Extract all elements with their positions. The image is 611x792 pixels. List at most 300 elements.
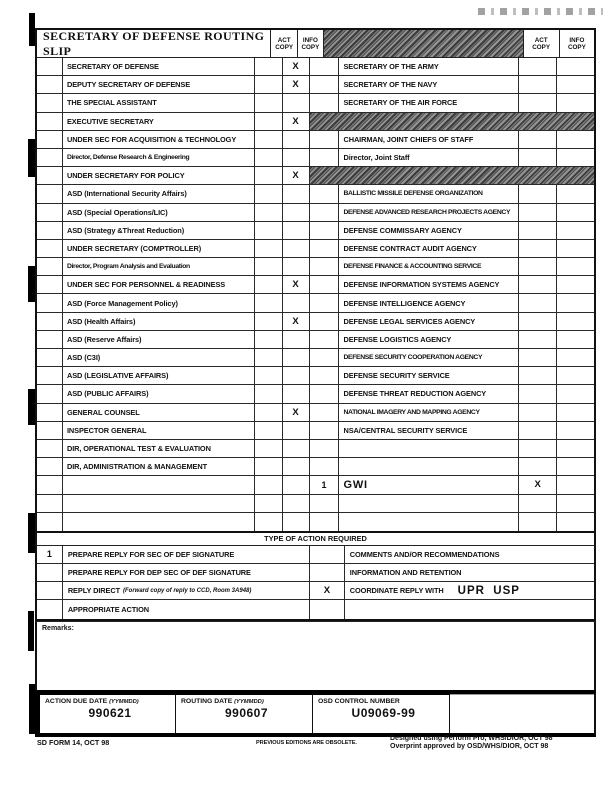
act-copy-cell[interactable] [519, 367, 557, 384]
office-label-cell [63, 276, 255, 293]
info-copy-cell[interactable] [283, 458, 310, 475]
info-copy-cell[interactable] [557, 94, 594, 111]
routing-date-value: 990607 [224, 705, 269, 720]
row-number-cell [37, 204, 63, 221]
row-number-cell [37, 167, 63, 184]
office-label-cell [63, 476, 255, 493]
act-copy-cell[interactable] [519, 294, 557, 311]
info-copy-cell[interactable] [283, 331, 310, 348]
act-copy-cell[interactable] [255, 440, 283, 457]
office-label: UNDER SECRETARY FOR POLICY [66, 171, 185, 181]
act-copy-cell[interactable] [255, 76, 283, 93]
row-number-cell [37, 94, 63, 111]
row-number-cell [37, 240, 63, 257]
info-copy-cell[interactable] [283, 294, 310, 311]
action-check-cell[interactable] [310, 564, 345, 581]
office-label-cell [63, 458, 255, 475]
scan-artifact [28, 266, 35, 302]
routing-row [37, 113, 594, 131]
office-label-cell [339, 240, 519, 257]
row-number-cell [37, 495, 63, 512]
action-label-cell [63, 582, 310, 599]
office-label-cell [63, 113, 255, 130]
info-copy-cell[interactable] [283, 94, 310, 111]
action-label-cell [345, 564, 594, 581]
office-label: ASD (Reserve Affairs) [66, 334, 142, 344]
act-copy-cell[interactable] [255, 276, 283, 293]
info-copy-cell[interactable] [283, 222, 310, 239]
info-copy-cell[interactable] [283, 240, 310, 257]
act-copy-cell[interactable] [519, 240, 557, 257]
info-copy-cell[interactable] [283, 149, 310, 166]
office-label: Director, Program Analysis and Evaluation [66, 263, 190, 271]
action-label-cell [63, 564, 310, 581]
info-copy-cell[interactable] [557, 276, 594, 293]
row-number-cell [310, 349, 340, 366]
routing-row [37, 204, 594, 222]
office-label: Director, Joint Staff [343, 153, 410, 163]
info-copy-cell[interactable] [557, 222, 594, 239]
info-copy-cell[interactable] [283, 349, 310, 366]
row-number-cell [37, 294, 63, 311]
office-label-cell [339, 276, 519, 293]
remarks-label: Remarks: [42, 624, 74, 632]
act-copy-header-line1: ACT [534, 36, 548, 44]
info-copy-cell[interactable]: X [283, 76, 310, 93]
row-number-cell [310, 76, 340, 93]
act-copy-cell[interactable] [255, 349, 283, 366]
office-label: NSA/CENTRAL SECURITY SERVICE [343, 425, 468, 435]
office-label: DEFENSE CONTRACT AUDIT AGENCY [343, 243, 477, 253]
act-copy-cell[interactable] [519, 258, 557, 275]
action-due-date-format-note: (YYMMDD) [109, 698, 139, 705]
info-copy-cell[interactable] [283, 185, 310, 202]
office-label: DEFENSE ADVANCED RESEARCH PROJECTS AGENCY [343, 208, 511, 216]
act-copy-cell[interactable] [255, 513, 283, 531]
routing-row [37, 367, 594, 385]
design-note-line2: Overprint approved by OSD/WHS/DIOR, OCT 98 [390, 742, 549, 750]
info-copy-header-line1: INFO [569, 36, 585, 44]
info-copy-cell[interactable] [283, 440, 310, 457]
row-number-cell [37, 385, 63, 402]
routing-row [37, 94, 594, 112]
scan-artifact [28, 389, 35, 425]
row-number-cell [310, 94, 340, 111]
office-label-cell [339, 294, 519, 311]
row-number-cell: 1 [310, 476, 340, 493]
act-copy-cell[interactable]: X [519, 476, 557, 493]
act-copy-cell[interactable] [519, 513, 557, 531]
action-number-cell[interactable] [37, 600, 63, 618]
office-label-cell [339, 513, 519, 531]
act-copy-cell[interactable] [255, 131, 283, 148]
act-copy-cell[interactable] [519, 385, 557, 402]
action-label: APPROPRIATE ACTION [67, 605, 149, 615]
office-label-cell [63, 404, 255, 421]
routing-row [37, 495, 594, 513]
routing-date-label: ROUTING DATE [181, 697, 233, 705]
action-label-note: (Forward copy of reply to CCD, Room 3A948) [123, 587, 252, 594]
act-copy-cell[interactable] [519, 58, 557, 75]
row-number-cell [310, 222, 340, 239]
office-label: ASD (C3I) [66, 353, 101, 363]
routing-row [37, 349, 594, 367]
act-copy-cell[interactable] [255, 367, 283, 384]
row-number-cell [310, 495, 340, 512]
info-copy-cell[interactable] [557, 495, 594, 512]
info-copy-cell[interactable] [557, 294, 594, 311]
act-copy-cell[interactable] [255, 495, 283, 512]
row-number-cell [310, 422, 340, 439]
design-note [390, 735, 553, 751]
action-number-cell[interactable] [37, 564, 63, 581]
info-copy-cell[interactable] [557, 513, 594, 531]
office-label: DEFENSE SECURITY SERVICE [343, 371, 450, 381]
row-number-cell [310, 204, 340, 221]
act-copy-cell[interactable] [255, 331, 283, 348]
row-number-cell [37, 276, 63, 293]
row-number-cell [37, 331, 63, 348]
office-label: THE SPECIAL ASSISTANT [66, 98, 157, 108]
routing-row [37, 185, 594, 203]
office-label: DEFENSE FINANCE & ACCOUNTING SERVICE [343, 263, 482, 271]
routing-row [37, 476, 594, 494]
action-due-date-value: 990621 [88, 705, 132, 720]
info-copy-cell[interactable] [557, 185, 594, 202]
act-copy-cell[interactable] [519, 331, 557, 348]
row-number-cell [310, 131, 340, 148]
type-of-action-table [35, 546, 596, 621]
info-copy-cell[interactable] [557, 422, 594, 439]
info-copy-cell[interactable] [557, 476, 594, 493]
row-number-cell [37, 113, 63, 130]
office-label: SECRETARY OF DEFENSE [66, 62, 159, 72]
info-copy-cell[interactable]: X [283, 313, 310, 330]
act-copy-cell[interactable] [255, 422, 283, 439]
info-copy-cell[interactable] [557, 313, 594, 330]
office-label: ASD (Force Management Policy) [66, 298, 178, 308]
office-label-cell [63, 58, 255, 75]
routing-row [37, 222, 594, 240]
row-number-cell [37, 76, 63, 93]
routing-row [37, 422, 594, 440]
office-label: UNDER SEC FOR ACQUISITION & TECHNOLOGY [66, 134, 237, 144]
info-copy-cell[interactable] [283, 422, 310, 439]
act-copy-header [523, 30, 559, 57]
routing-row [37, 385, 594, 403]
act-copy-cell[interactable] [255, 58, 283, 75]
info-copy-header-line2: COPY [567, 43, 586, 51]
act-copy-cell[interactable] [255, 222, 283, 239]
row-number-cell [310, 149, 340, 166]
action-label-cell [345, 582, 594, 599]
row-number-cell [37, 404, 63, 421]
info-copy-cell[interactable] [557, 131, 594, 148]
office-label-cell [63, 294, 255, 311]
office-label: ASD (LEGISLATIVE AFFAIRS) [66, 371, 169, 381]
action-check-cell[interactable] [310, 600, 345, 618]
office-label-cell [63, 258, 255, 275]
office-label: SECRETARY OF THE ARMY [343, 62, 439, 72]
row-number-cell [310, 240, 340, 257]
shaded-header-block [323, 30, 523, 57]
info-copy-cell[interactable]: X [283, 113, 310, 130]
act-copy-header-line2: COPY [532, 43, 551, 51]
action-number-cell[interactable]: 1 [37, 546, 63, 563]
office-label-cell [63, 131, 255, 148]
action-row [37, 564, 594, 582]
act-copy-cell[interactable] [519, 131, 557, 148]
row-number-cell [310, 367, 340, 384]
office-label-cell [339, 222, 519, 239]
office-label-cell [339, 258, 519, 275]
act-copy-cell[interactable] [255, 258, 283, 275]
row-number-cell [310, 404, 340, 421]
row-number-cell [37, 222, 63, 239]
action-label: REPLY DIRECT [67, 586, 121, 596]
info-copy-cell[interactable] [557, 458, 594, 475]
office-label-cell [339, 349, 519, 366]
office-label-cell [339, 404, 519, 421]
office-label: ASD (Strategy &Threat Reduction) [66, 225, 185, 235]
info-copy-cell[interactable]: X [283, 276, 310, 293]
routing-row [37, 276, 594, 294]
act-copy-cell[interactable] [255, 458, 283, 475]
office-label-cell [339, 495, 519, 512]
action-label-cell [63, 600, 310, 618]
info-copy-cell[interactable] [557, 349, 594, 366]
office-label: DIR, OPERATIONAL TEST & EVALUATION [66, 444, 211, 454]
osd-control-number-field[interactable] [313, 695, 450, 733]
row-number-cell [310, 58, 340, 75]
act-copy-cell[interactable] [255, 149, 283, 166]
type-of-action-header: TYPE OF ACTION REQUIRED [35, 533, 596, 546]
office-label: SECRETARY OF THE AIR FORCE [343, 98, 458, 108]
act-copy-cell[interactable] [255, 204, 283, 221]
scan-artifact [28, 139, 35, 177]
act-copy-cell[interactable] [519, 349, 557, 366]
row-number-cell [310, 185, 340, 202]
routing-row [37, 258, 594, 276]
info-copy-cell[interactable] [557, 240, 594, 257]
routing-row [37, 440, 594, 458]
action-row [37, 546, 594, 564]
coordinate-reply-value: UPR USP [457, 584, 520, 597]
act-copy-cell[interactable] [255, 240, 283, 257]
act-copy-cell[interactable] [255, 404, 283, 421]
office-label-cell [339, 204, 519, 221]
office-label-cell [63, 167, 255, 184]
row-number-cell [37, 513, 63, 531]
act-copy-cell[interactable] [255, 94, 283, 111]
office-label-cell [63, 149, 255, 166]
routing-table [35, 58, 596, 533]
row-number-cell [310, 513, 340, 531]
act-copy-header-line2: COPY [275, 43, 294, 51]
row-number-cell [310, 385, 340, 402]
info-copy-cell[interactable] [557, 58, 594, 75]
row-number-cell [37, 258, 63, 275]
info-copy-cell[interactable] [283, 385, 310, 402]
act-copy-cell[interactable] [519, 185, 557, 202]
routing-row [37, 331, 594, 349]
office-label: INSPECTOR GENERAL [66, 425, 147, 435]
info-copy-cell[interactable]: X [283, 58, 310, 75]
act-copy-cell[interactable] [519, 94, 557, 111]
action-due-date-label: ACTION DUE DATE [45, 697, 108, 705]
info-copy-cell[interactable] [283, 204, 310, 221]
act-copy-cell[interactable] [519, 422, 557, 439]
act-copy-cell[interactable] [519, 458, 557, 475]
info-copy-cell[interactable] [557, 404, 594, 421]
act-copy-cell[interactable] [255, 294, 283, 311]
row-number-cell [37, 58, 63, 75]
row-number-cell [310, 440, 340, 457]
routing-row [37, 131, 594, 149]
office-label-cell [339, 76, 519, 93]
office-label: SECRETARY OF THE NAVY [343, 80, 438, 90]
action-label: PREPARE REPLY FOR DEP SEC OF DEF SIGNATURE [67, 568, 251, 578]
office-label-cell [63, 495, 255, 512]
form-header-row [35, 28, 596, 58]
info-copy-cell[interactable]: X [283, 404, 310, 421]
info-copy-cell[interactable] [557, 204, 594, 221]
action-check-cell[interactable]: X [310, 582, 345, 599]
office-label: ASD (Health Affairs) [66, 316, 136, 326]
office-label-cell [339, 131, 519, 148]
action-check-cell[interactable] [310, 546, 345, 563]
info-copy-cell[interactable] [283, 495, 310, 512]
scan-artifact [28, 611, 34, 651]
design-note-line1: Designed using Perform Pro, WHS/DIOR, OCT 98 [390, 735, 553, 742]
office-label-cell [63, 204, 255, 221]
office-label-cell [339, 149, 519, 166]
act-copy-cell[interactable] [255, 385, 283, 402]
act-copy-cell[interactable] [519, 76, 557, 93]
office-label: Director, Defense Research & Engineering [66, 154, 190, 162]
info-copy-cell[interactable] [557, 440, 594, 457]
empty-footer-cell [450, 694, 594, 733]
act-copy-cell[interactable] [255, 313, 283, 330]
act-copy-cell[interactable] [519, 204, 557, 221]
office-label: CHAIRMAN, JOINT CHIEFS OF STAFF [343, 134, 474, 144]
office-label: GWI [343, 478, 368, 491]
office-label-cell [339, 58, 519, 75]
act-copy-cell[interactable] [519, 276, 557, 293]
scan-artifact [478, 8, 603, 15]
info-copy-header [559, 30, 594, 57]
date-band [35, 690, 596, 737]
act-copy-cell[interactable] [519, 222, 557, 239]
office-label: BALLISTIC MISSILE DEFENSE ORGANIZATION [343, 190, 483, 198]
info-copy-cell[interactable] [283, 131, 310, 148]
office-label-cell [339, 476, 519, 493]
act-copy-cell[interactable] [255, 185, 283, 202]
info-copy-cell[interactable] [283, 367, 310, 384]
office-label: UNDER SECRETARY (COMPTROLLER) [66, 243, 202, 253]
office-label-cell [63, 185, 255, 202]
info-copy-cell[interactable] [557, 385, 594, 402]
office-label-cell [63, 76, 255, 93]
info-copy-cell[interactable] [557, 331, 594, 348]
info-copy-cell[interactable] [283, 513, 310, 531]
info-copy-cell[interactable] [283, 476, 310, 493]
remarks-box[interactable] [35, 621, 596, 690]
obsolete-note: PREVIOUS EDITIONS ARE OBSOLETE. [256, 740, 357, 746]
act-copy-cell[interactable] [519, 404, 557, 421]
row-number-cell [37, 440, 63, 457]
office-label-cell [339, 458, 519, 475]
info-copy-cell[interactable]: X [283, 167, 310, 184]
info-copy-cell[interactable] [557, 258, 594, 275]
osd-control-number-value: U09069-99 [351, 705, 416, 720]
office-label: ASD (PUBLIC AFFAIRS) [66, 389, 149, 399]
action-label-cell [63, 546, 310, 563]
office-label-cell [63, 422, 255, 439]
row-number-cell [310, 276, 340, 293]
info-copy-cell[interactable] [557, 149, 594, 166]
office-label-cell [63, 367, 255, 384]
office-label-cell [63, 349, 255, 366]
office-label-cell [339, 422, 519, 439]
info-copy-cell[interactable] [557, 76, 594, 93]
osd-control-number-label: OSD CONTROL NUMBER [318, 697, 400, 705]
routing-date-field[interactable] [176, 695, 313, 733]
office-label-cell [339, 331, 519, 348]
act-copy-cell[interactable] [255, 113, 283, 130]
office-label-cell [339, 385, 519, 402]
office-label-cell [63, 94, 255, 111]
routing-row [37, 240, 594, 258]
info-copy-cell[interactable] [283, 258, 310, 275]
office-label-cell [63, 313, 255, 330]
act-copy-cell[interactable] [519, 440, 557, 457]
routing-row [37, 404, 594, 422]
office-label: GENERAL COUNSEL [66, 407, 140, 417]
routing-row [37, 167, 594, 185]
row-number-cell [37, 185, 63, 202]
act-copy-cell[interactable] [519, 313, 557, 330]
office-label-cell [63, 331, 255, 348]
office-label: DEFENSE THREAT REDUCTION AGENCY [343, 389, 487, 399]
action-row [37, 600, 594, 618]
act-copy-cell[interactable] [519, 149, 557, 166]
action-label: INFORMATION AND RETENTION [349, 568, 462, 578]
action-row [37, 582, 594, 600]
info-copy-header [297, 30, 323, 57]
office-label-cell [63, 385, 255, 402]
routing-row [37, 513, 594, 531]
row-number-cell [310, 331, 340, 348]
info-copy-cell[interactable] [557, 367, 594, 384]
routing-row [37, 294, 594, 312]
act-copy-cell[interactable] [255, 476, 283, 493]
action-number-cell[interactable] [37, 582, 63, 599]
row-number-cell [37, 458, 63, 475]
info-copy-header-line2: COPY [301, 43, 320, 51]
row-number-cell [37, 422, 63, 439]
office-label-cell [63, 222, 255, 239]
act-copy-cell[interactable] [519, 495, 557, 512]
act-copy-header-line1: ACT [277, 36, 291, 44]
act-copy-cell[interactable] [255, 167, 283, 184]
routing-row [37, 58, 594, 76]
routing-row [37, 76, 594, 94]
action-due-date-field[interactable] [40, 695, 176, 733]
form-title: SECRETARY OF DEFENSE ROUTING SLIP [43, 28, 265, 58]
row-number-cell [37, 313, 63, 330]
office-label-cell [339, 440, 519, 457]
